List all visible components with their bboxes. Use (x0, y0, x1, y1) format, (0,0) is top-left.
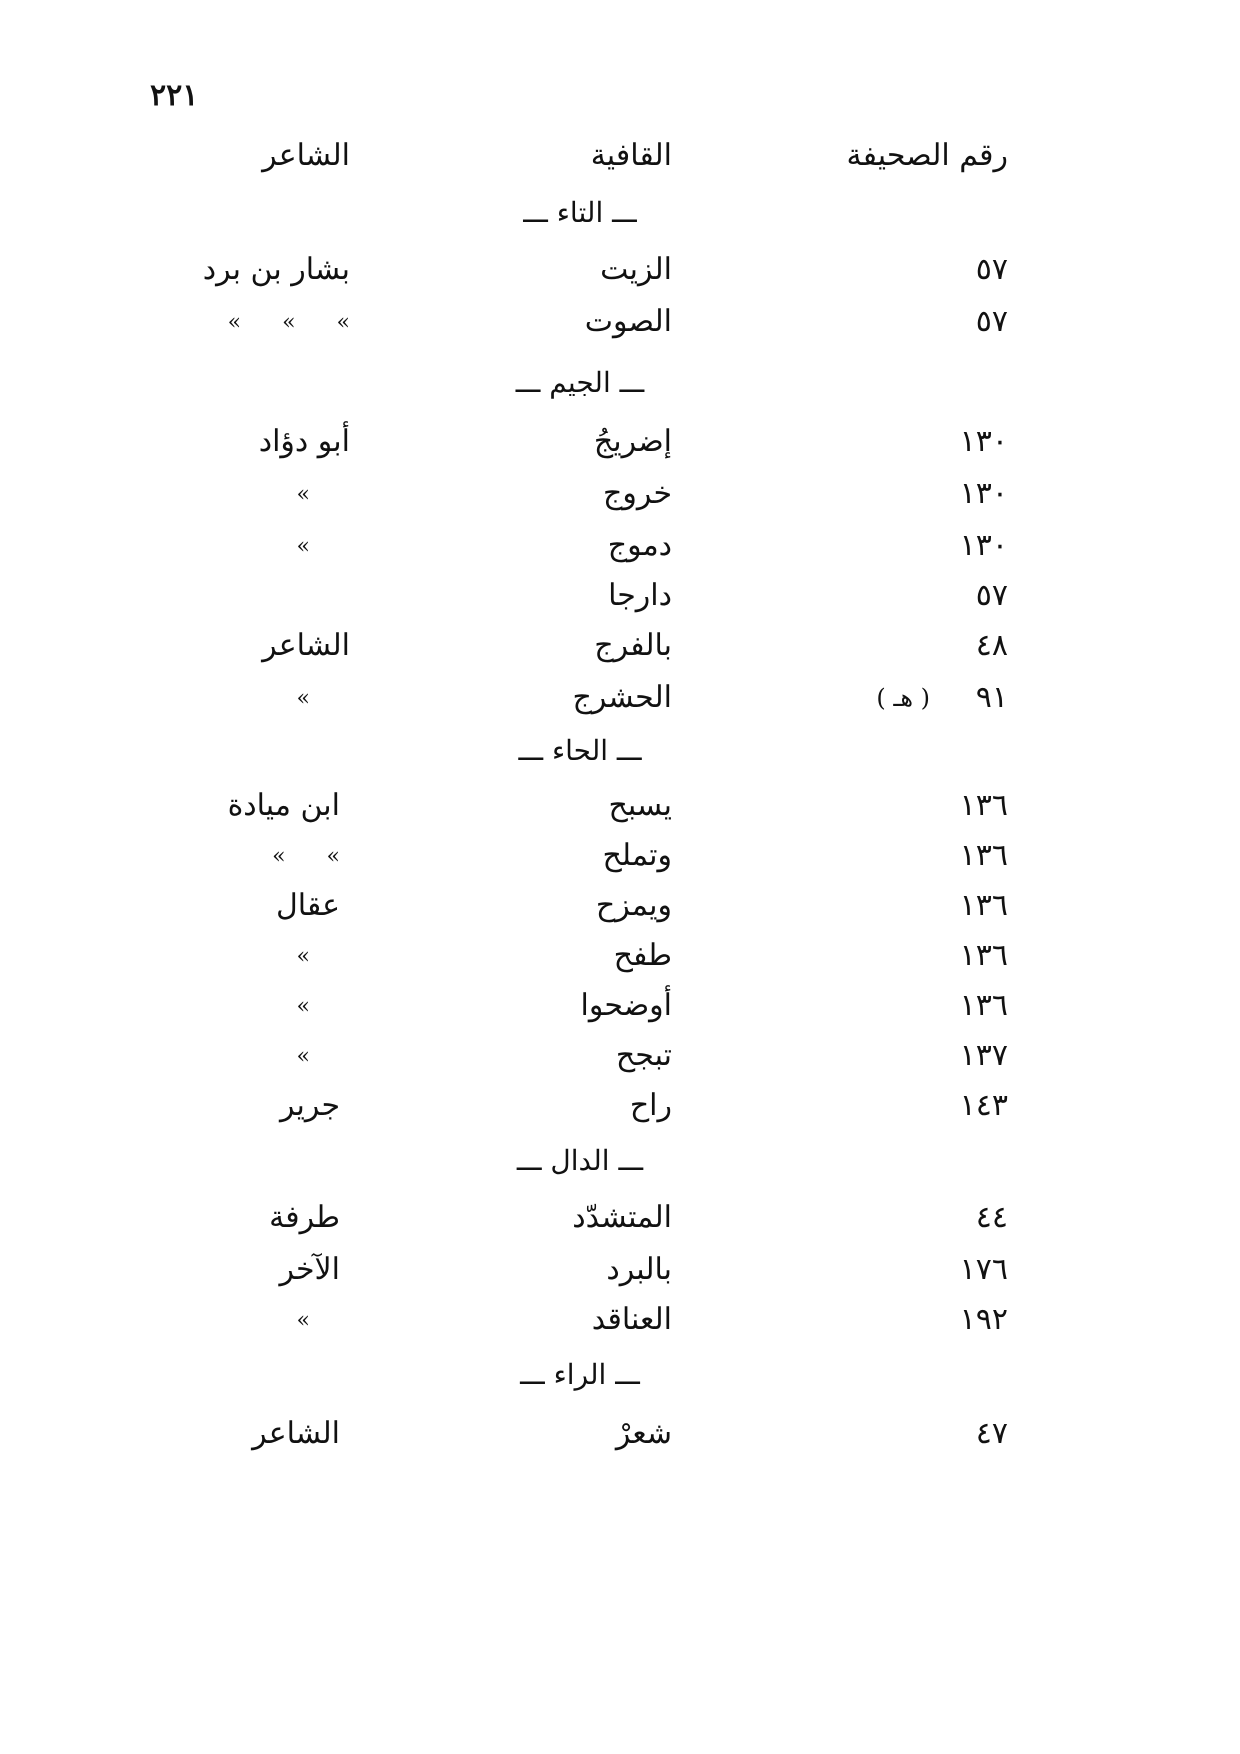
section-title-haa: ـــ الحاء ـــ (518, 734, 642, 767)
rhyme-cell: ويمزح (595, 888, 672, 923)
table-row (0, 1302, 1240, 1350)
rhyme-cell: شعرْ (615, 1416, 672, 1451)
rhyme-cell: الزيت (600, 252, 672, 287)
poet-cell: أبو دؤاد (258, 424, 350, 459)
rhyme-cell: دموج (607, 528, 672, 563)
poet-cell: جرير (280, 1088, 340, 1123)
page-number: ٢٢١ (150, 78, 199, 113)
poet-cell: بشار بن برد (202, 252, 350, 287)
table-row (0, 838, 1240, 886)
page-cell: ١٤٣ (959, 1088, 1008, 1123)
page-cell: ٥٧ (975, 304, 1008, 339)
page-cell: ٤٤ (975, 1200, 1008, 1235)
rhyme-column-header: القافية (590, 138, 672, 173)
poet-cell: » (296, 534, 310, 559)
table-row (0, 578, 1240, 626)
rhyme-cell: العناقد (591, 1302, 672, 1337)
poet-cell: الآخر (279, 1252, 340, 1287)
section-title-raa: ـــ الراء ـــ (520, 1358, 640, 1391)
page-column-header: رقم الصحيفة (846, 138, 1008, 173)
page-cell: ٥٧ (975, 578, 1008, 613)
poet-cell: عقال (275, 888, 340, 923)
footnote-marker: ( هـ ) (876, 684, 930, 712)
page-cell: ١٣٠ (959, 424, 1008, 459)
rhyme-cell: وتملح (602, 838, 672, 873)
section-title-taa: ـــ التاء ـــ (523, 196, 637, 229)
table-row (0, 1252, 1240, 1300)
table-row (0, 680, 1240, 728)
rhyme-cell: دارجا (608, 578, 672, 613)
poet-cell: طرفة (269, 1200, 340, 1235)
poet-cell: » » » (227, 310, 350, 335)
rhyme-cell: طفح (613, 938, 672, 973)
table-row (0, 424, 1240, 472)
page-cell: ١٣٧ (959, 1038, 1008, 1073)
poet-cell: » (296, 686, 310, 711)
page-cell: ٥٧ (975, 252, 1008, 287)
page-cell: ١٣٠ (959, 476, 1008, 511)
poet-cell: الشاعر (262, 628, 350, 663)
rhyme-cell: راح (629, 1088, 672, 1123)
rhyme-cell: خروج (603, 476, 672, 511)
poet-cell: » (296, 994, 310, 1019)
page-cell: ٩١ (975, 680, 1008, 715)
table-row (0, 1088, 1240, 1136)
rhyme-cell: أوضحوا (580, 988, 672, 1023)
table-row (0, 304, 1240, 352)
table-row (0, 628, 1240, 676)
page-cell: ١٩٢ (959, 1302, 1008, 1337)
poet-cell: » » (272, 844, 340, 869)
column-header-row (0, 138, 1240, 186)
table-row (0, 938, 1240, 986)
poet-cell: ابن ميادة (227, 788, 340, 823)
page-cell: ١٣٦ (959, 788, 1008, 823)
poet-cell: الشاعر (252, 1416, 340, 1451)
rhyme-cell: بالفرج (594, 628, 672, 663)
page-cell: ١٣٦ (959, 838, 1008, 873)
rhyme-cell: بالبرد (606, 1252, 672, 1287)
rhyme-cell: الحشرج (572, 680, 672, 715)
page-cell: ٤٧ (975, 1416, 1008, 1451)
page-cell: ١٣٦ (959, 988, 1008, 1023)
table-row (0, 1416, 1240, 1464)
table-row (0, 1038, 1240, 1086)
table-row (0, 988, 1240, 1036)
poet-cell: » (296, 944, 310, 969)
table-row (0, 788, 1240, 836)
rhyme-cell: المتشدّد (572, 1200, 672, 1235)
page-cell: ١٣٦ (959, 888, 1008, 923)
page-cell: ١٣٠ (959, 528, 1008, 563)
poet-cell: » (296, 1044, 310, 1069)
page-cell: ١٧٦ (959, 1252, 1008, 1287)
page-cell: ١٣٦ (959, 938, 1008, 973)
rhyme-cell: إضريجُ (593, 424, 672, 459)
poet-cell: » (296, 1308, 310, 1333)
poet-column-header: الشاعر (262, 138, 350, 173)
page-cell: ٤٨ (975, 628, 1008, 663)
table-row (0, 476, 1240, 524)
section-title-daal: ـــ الدال ـــ (516, 1144, 644, 1177)
table-row (0, 252, 1240, 300)
table-row (0, 528, 1240, 576)
rhyme-cell: الصوت (584, 304, 672, 339)
table-row (0, 1200, 1240, 1248)
rhyme-cell: يسبح (608, 788, 672, 823)
poet-cell: » (296, 482, 310, 507)
rhyme-cell: تبجح (615, 1038, 672, 1073)
table-row (0, 888, 1240, 936)
section-title-jeem: ـــ الجيم ـــ (515, 366, 645, 399)
